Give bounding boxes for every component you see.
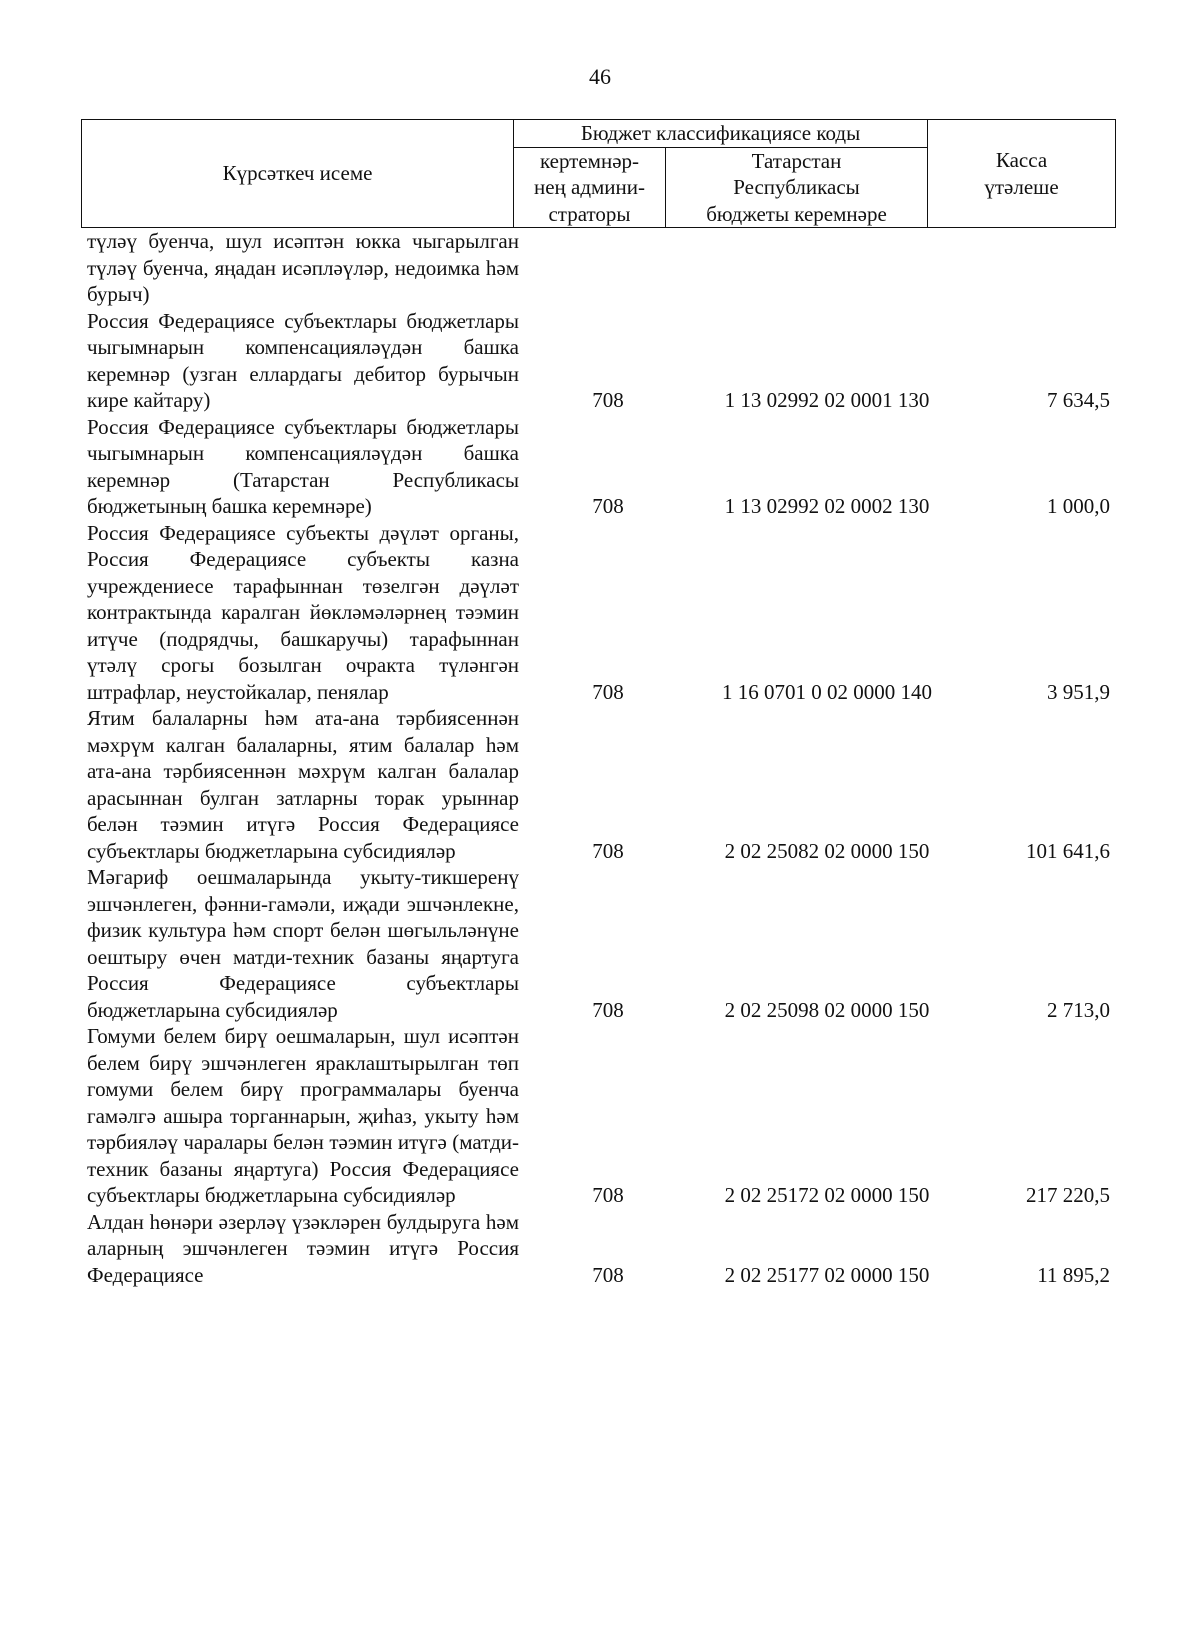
table-header — [81, 119, 1116, 228]
header-indicator-name: Күрсәткеч исеме — [82, 120, 514, 228]
row-indicator-name: Алдан һөнәри әзерләү үзәкләрен булдыруга һәм аларның эшчәнлеген тәэмин итүгә Россия Федерациясе — [87, 1209, 519, 1287]
row-indicator-name: Мәгариф оешмаларында укыту-тикшеренү эшчәнлеген, фәнни-гамәли, иҗади эшчәнлекне, физик культура һәм спорт белән шөгыльләнүне оештыру өчен матди-техник базаны яңартуга Россия Федерациясе субъектлары бюджетларына субсидияләр — [87, 865, 519, 1022]
row-revenue-code: 2 02 25177 02 0000 150 — [724, 1262, 930, 1287]
header-administrators: кертемнәр- нең админи- страторы — [514, 147, 666, 228]
table-row — [0, 520, 1200, 706]
row-indicator-name: Россия Федерациясе субъектлары бюджетлары чыгымнарын компенсацияләүдән башка керемнәр (Татарстан Республикасы бюджетының башка керемнәре) — [87, 414, 519, 518]
row-revenue-code: 2 02 25098 02 0000 150 — [724, 997, 930, 1022]
row-cash-amount: 2 713,0 — [1047, 997, 1110, 1022]
header-cash-execution: Касса үтәлеше — [928, 120, 1116, 228]
row-indicator-name: Россия Федерациясе субъекты дәүләт органы, Россия Федерациясе субъекты казна учреждениесе тарафыннан төзелгән дәүләт контрактында каралган йөкләмәләрнең тәэмин итүче (подрядчы, башкаручы) тарафыннан үтәлү срогы бозылган очракта түләнгән штрафлар, неустойкалар, пенялар — [87, 520, 519, 704]
row-indicator-name: Россия Федерациясе субъектлары бюджетлары чыгымнарын компенсацияләүдән башка керемнәр (узган еллардагы дебитор бурычын кире кайтару) — [87, 308, 519, 412]
row-revenue-code: 2 02 25082 02 0000 150 — [724, 838, 930, 863]
row-revenue-code: 1 13 02992 02 0001 130 — [724, 388, 930, 412]
row-indicator-name: түләү буенча, шул исәптән юкка чыгарылган түләү буенча, яңадан исәпләүләр, недоимка һәм бурыч) — [87, 229, 519, 306]
row-indicator-name: Гомуми белем бирү оешмаларын, шул исәптән белем бирү эшчәнлеген яраклаштырылган төп гомуми белем бирү программалары буенча гамәлгә ашыра торганнарын, җиһаз, укыту һәм тәрбияләү чаралары белән тәэмин итүгә (матди-техник базаны яңартуга) Россия Федерациясе субъектлары бюджетларына субсидияләр — [87, 1024, 519, 1207]
row-administrator-code: 708 — [592, 838, 624, 863]
row-cash-amount: 7 634,5 — [1047, 388, 1110, 412]
row-cash-amount: 3 951,9 — [1047, 679, 1110, 704]
table-row — [0, 308, 1200, 414]
header-revenues: Татарстан Республикасы бюджеты керемнәре — [666, 147, 928, 228]
row-cash-amount: 1 000,0 — [1047, 494, 1110, 518]
header-budget-code-group: Бюджет классификациясе коды — [514, 120, 928, 148]
table-body — [0, 228, 1200, 1288]
row-administrator-code: 708 — [592, 997, 624, 1022]
row-cash-amount: 11 895,2 — [1037, 1262, 1110, 1287]
row-cash-amount: 217 220,5 — [1026, 1183, 1110, 1207]
row-revenue-code: 1 13 02992 02 0002 130 — [724, 494, 930, 518]
table-row — [0, 705, 1200, 864]
row-revenue-code: 2 02 25172 02 0000 150 — [724, 1183, 930, 1207]
row-administrator-code: 708 — [592, 679, 624, 704]
table-row — [0, 414, 1200, 520]
row-revenue-code: 1 16 0701 0 02 0000 140 — [722, 679, 932, 704]
row-cash-amount: 101 641,6 — [1026, 838, 1110, 863]
table-row — [0, 1023, 1200, 1209]
row-indicator-name: Ятим балаларны һәм ата-ана тәрбиясеннән мәхрүм калган балаларны, ятим балалар һәм ата-ана тәрбиясеннән мәхрүм калган балалар арасыннан булган затларны торак урыннар белән тәэмин итүгә Россия Федерациясе субъектлары бюджетларына субсидияләр — [87, 706, 519, 863]
row-administrator-code: 708 — [592, 1262, 624, 1287]
page-number: 46 — [589, 64, 611, 89]
row-administrator-code: 708 — [592, 1183, 624, 1207]
table-row — [0, 864, 1200, 1023]
row-administrator-code: 708 — [592, 388, 624, 412]
row-administrator-code: 708 — [592, 494, 624, 518]
table-row — [0, 228, 1200, 308]
table-row — [0, 1209, 1200, 1289]
